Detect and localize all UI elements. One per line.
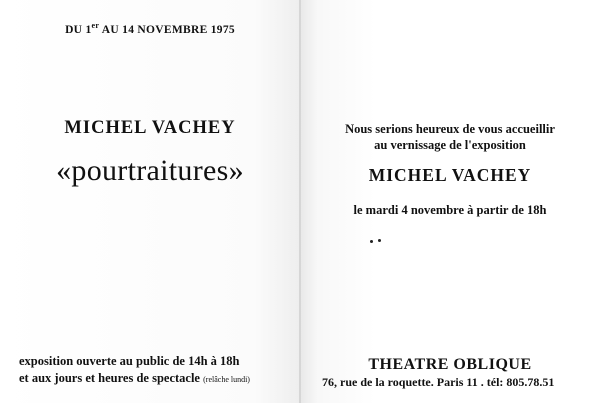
opening-hours-line2-text: et aux jours et heures de spectacle [19, 371, 200, 385]
exhibition-dates: DU 1er AU 14 NOVEMBRE 1975 [65, 21, 235, 36]
artist-name-left: MICHEL VACHEY [64, 118, 236, 138]
center-fold [299, 0, 301, 403]
invitation-line2: au vernissage de l'exposition [374, 138, 526, 152]
vernissage-date: le mardi 4 novembre à partir de 18h [353, 203, 547, 217]
opening-hours-line2 [19, 371, 250, 386]
venue-name: THEATRE OBLIQUE [368, 356, 532, 373]
venue-address: 76, rue de la roquette. Paris 11 . tél: 805.78.51 [322, 375, 555, 389]
closure-note: (relâche lundi) [203, 375, 250, 384]
ink-speck [370, 240, 373, 243]
exhibition-title: «pourtraitures» [56, 154, 244, 187]
ink-speck [378, 239, 381, 242]
invitation-line1: Nous serions heureux de vous accueillir [345, 122, 555, 136]
opening-hours-line1: exposition ouverte au public de 14h à 18h [19, 354, 240, 368]
right-panel [300, 0, 600, 403]
artist-name-right: MICHEL VACHEY [368, 165, 532, 185]
